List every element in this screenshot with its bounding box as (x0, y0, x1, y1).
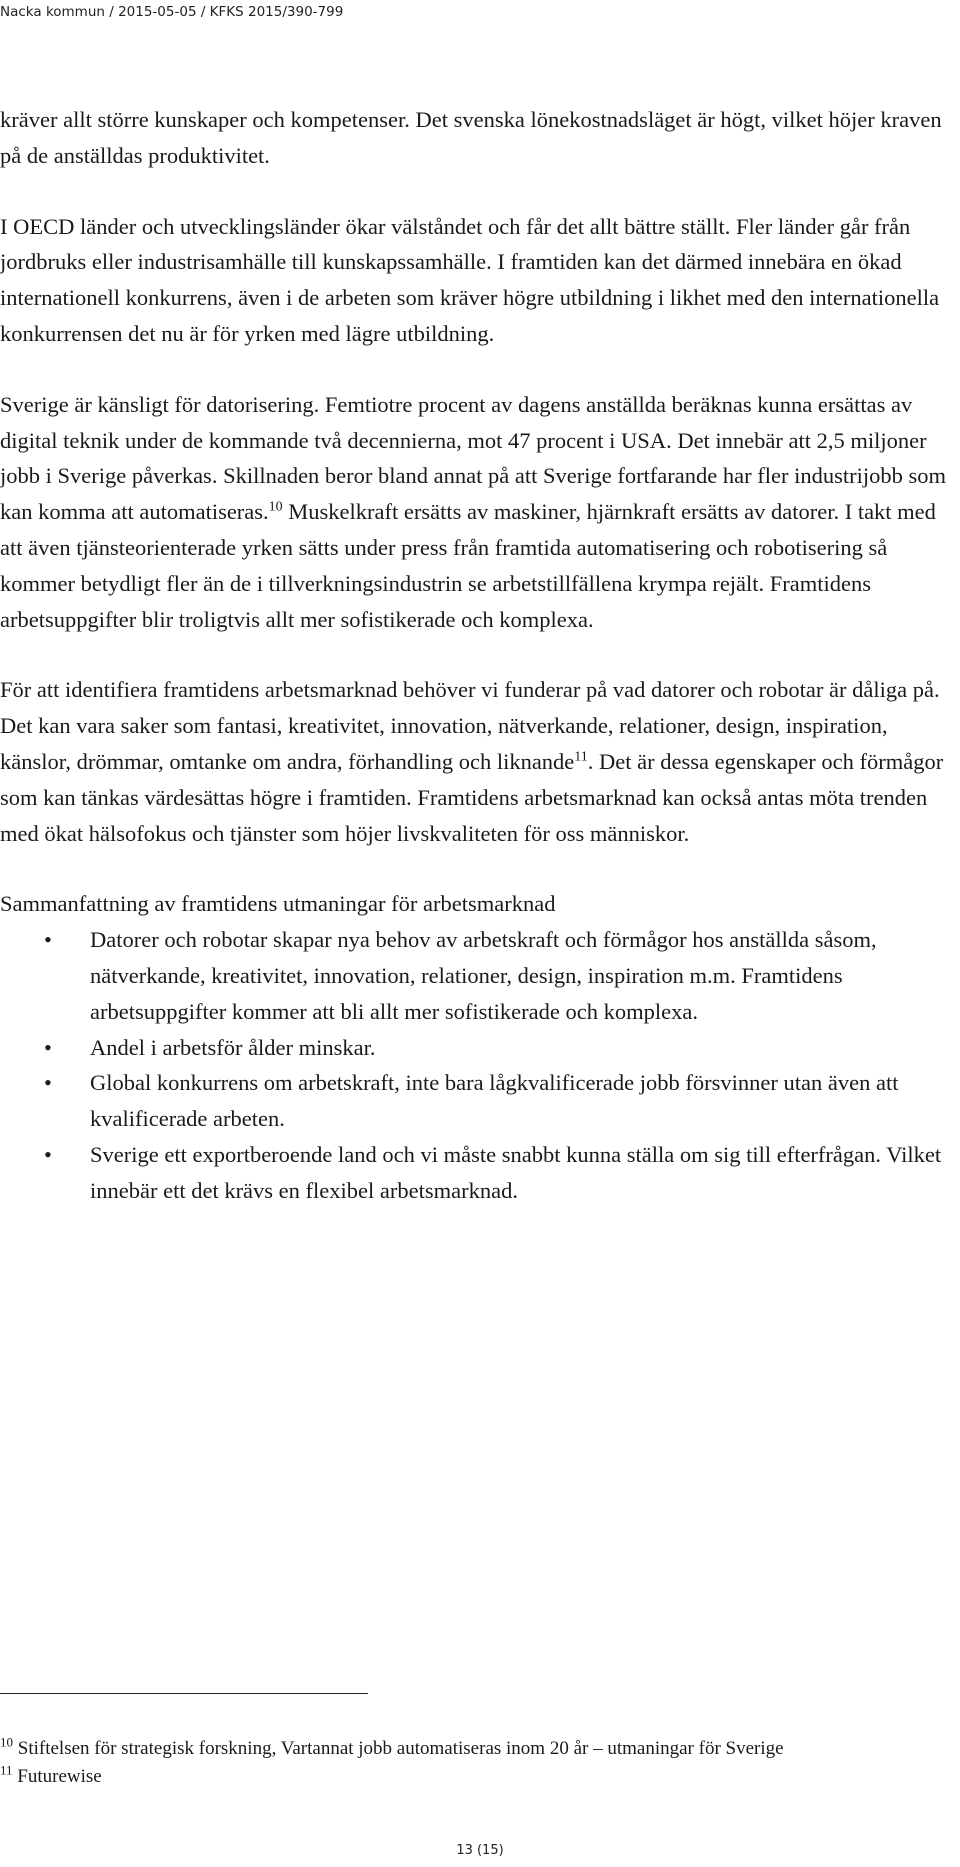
summary-item (0, 1030, 950, 1066)
summary-heading: Sammanfattning av framtidens utmaningar för arbetsmarknad (0, 891, 556, 917)
summary-item-text: Sverige ett exportberoende land och vi måste snabbt kunna ställa om sig till efterfrågan. Vilket innebär ett det krävs en flexibel arbetsmarknad. (90, 1141, 942, 1203)
footnotes (0, 1735, 950, 1790)
paragraph-3-part-a: Sverige är känsligt för datorisering. Femtiotre procent av dagens anställda beräknas kunna ersättas av digital teknik under de kommande två decennierna, mot 47 procent i USA. Det innebär att 2,5 miljoner jobb i Sverige påverkas. Skillnaden beror bland annat på att Sverige fortfarande har fler industrijobb som kan komma att automatiseras. (0, 391, 946, 525)
summary-section (0, 886, 950, 1208)
footnote-divider (0, 1693, 368, 1694)
paragraph-3 (0, 387, 950, 638)
footnote-11-text: Futurewise (12, 1765, 102, 1787)
footnote-ref-11: 11 (574, 749, 588, 765)
summary-item (0, 922, 950, 1029)
footnote-10 (0, 1735, 950, 1763)
paragraph-3-part-b: Muskelkraft ersätts av maskiner, hjärnkraft ersätts av datorer. I takt med att även tjänsteorienterade yrken sätts under press från framtida automatisering och robotisering så kommer betydligt fler än de i tillverkningsindustrin se arbetstillfällena krympa rejält. Framtidens arbetsuppgifter blir troligtvis allt mer sofistikerade och komplexa. (0, 499, 936, 632)
paragraph-1: kräver allt större kunskaper och kompetenser. Det svenska lönekostnadsläget är högt, vilket höjer kraven på de anställdas produktivitet. (0, 107, 942, 168)
footnote-11 (0, 1763, 950, 1791)
summary-item-text: Datorer och robotar skapar nya behov av arbetskraft och förmågor hos anställda såsom, nätverkande, kreativitet, innovation, relationer, design, inspiration m.m. Framtidens arbetsuppgifter kommer att bli allt mer sofistikerade och komplexa. (90, 927, 877, 1024)
footnote-10-text: Stiftelsen för strategisk forskning, Vartannat jobb automatiseras inom 20 år – utmaningar för Sverige (13, 1738, 784, 1759)
paragraph-2: I OECD länder och utvecklingsländer ökar välståndet och får det allt bättre ställt. Fler länder går från jordbruks eller industrisamhälle till kunskapssamhälle. I framtiden kan det därmed innebära en ökad internationell konkurrens, även i de arbeten som kräver högre utbildning i likhet med den internationella konkurrensen det nu är för yrken med lägre utbildning. (0, 213, 940, 346)
paragraph-4 (0, 672, 950, 851)
bullet-icon: • (44, 1034, 52, 1060)
bullet-icon: • (44, 927, 52, 953)
paragraph-4-part-a: För att identifiera framtidens arbetsmarknad behöver vi funderar på vad datorer och robotar är dåliga på. Det kan vara saker som fantasi, kreativitet, innovation, nätverkande, relationer, design, inspiration, känslor, drömmar, omtanke om andra, förhandling och liknande (0, 677, 940, 774)
paragraph-4-part-b: . Det är dessa egenskaper och förmågor som kan tänkas värdesättas högre i framtiden. Framtidens arbetsmarknad kan också antas möta trenden med ökat hälsofokus och tjänster som höjer livskvaliteten för oss människor. (0, 748, 944, 846)
summary-item-text: Global konkurrens om arbetskraft, inte bara lågkvalificerade jobb försvinner utan även att kvalificerade arbeten. (90, 1070, 899, 1132)
bullet-icon: • (44, 1141, 52, 1167)
footnote-ref-10: 10 (268, 499, 283, 515)
footnote-11-number: 11 (0, 1762, 13, 1778)
page-number: 13 (15) (456, 1843, 504, 1858)
bullet-icon: • (44, 1070, 52, 1096)
main-body (0, 102, 950, 1209)
summary-item-text: Andel i arbetsför ålder minskar. (90, 1034, 376, 1060)
summary-item (0, 1065, 950, 1137)
footnote-10-number: 10 (0, 1734, 13, 1750)
page-header: Nacka kommun / 2015-05-05 / KFKS 2015/390-799 (0, 4, 344, 20)
summary-list (0, 922, 950, 1208)
summary-item (0, 1137, 950, 1209)
